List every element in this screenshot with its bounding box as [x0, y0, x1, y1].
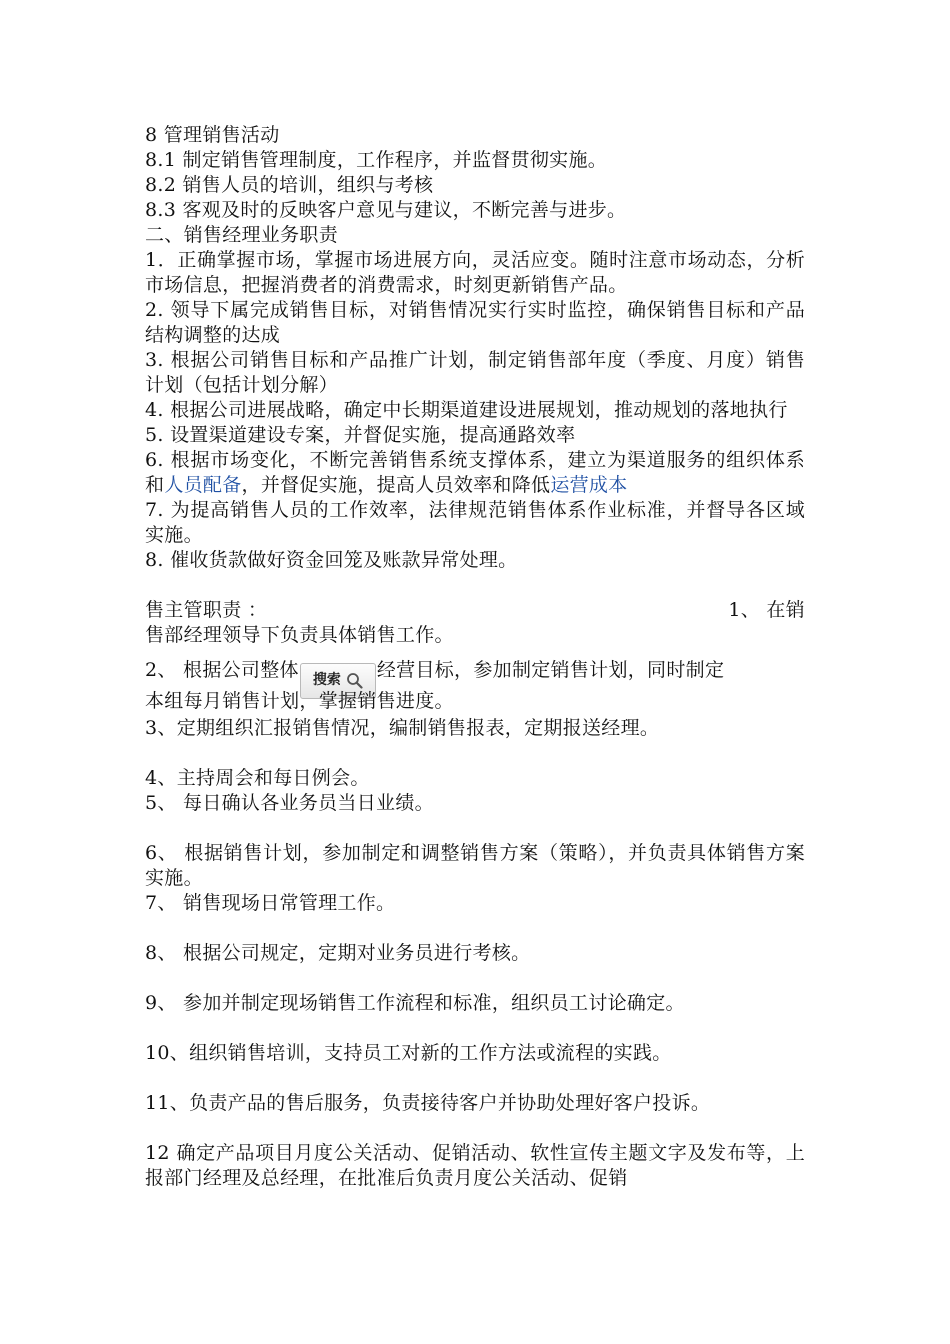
duty-1: 1．正确掌握市场，掌握市场进展方向，灵活应变。随时注意市场动态，分析市场信息，把握消费者的消费需求，时刻更新销售产品。: [145, 249, 805, 296]
supervisor-item-1-cont: 售部经理领导下负责具体销售工作。: [145, 624, 454, 646]
item-8-2: 8.2 销售人员的培训，组织与考核: [145, 174, 434, 196]
supervisor-item-11: 11、负责产品的售后服务，负责接待客户并协助处理好客户投诉。: [145, 1092, 711, 1114]
duty-6-text-b: ，并督促实施，提高人员效率和降低: [241, 474, 551, 496]
item-8-1: 8.1 制定销售管理制度，工作程序，并监督贯彻实施。: [145, 149, 608, 171]
magnifier-icon: [346, 672, 363, 689]
supervisor-item-10: 10、组织销售培训，支持员工对新的工作方法或流程的实践。: [145, 1042, 672, 1064]
supervisor-item-4: 4、主持周会和每日例会。: [145, 767, 370, 789]
supervisor-item-2-text-b: 经营目标，参加制定销售计划，同时制定: [376, 659, 725, 681]
supervisor-heading: 售主管职责 ：: [145, 599, 268, 621]
heading-manage-sales: 8 管理销售活动: [145, 124, 280, 146]
supervisor-item-8: 8、 根据公司规定，定期对业务员进行考核。: [145, 942, 531, 964]
search-button-label: 搜索: [312, 672, 341, 688]
duty-7: 7. 为提高销售人员的工作效率，法律规范销售体系作业标准，并督导各区域实施。: [145, 499, 805, 546]
supervisor-item-9: 9、 参加并制定现场销售工作流程和标准，组织员工讨论确定。: [145, 992, 685, 1014]
link-operating-cost[interactable]: 运营成本: [550, 474, 628, 496]
link-staffing[interactable]: 人员配备: [164, 474, 242, 496]
supervisor-item-3: 3、定期组织汇报销售情况，编制销售报表，定期报送经理。: [145, 717, 660, 739]
supervisor-item-5: 5、 每日确认各业务员当日业绩。: [145, 792, 434, 814]
supervisor-item-2-text-a: 2、 根据公司整体: [145, 659, 299, 681]
duty-6-text-a: 6. 根据市场变化，不断完善销售系统支撑体系，建立为渠道服务的组织体系和: [145, 449, 805, 496]
supervisor-heading-row: [145, 598, 805, 623]
supervisor-item-2-cont: 本组每月销售计划，掌握销售进度。: [145, 690, 454, 712]
duty-3: 3. 根据公司销售目标和产品推广计划，制定销售部年度（季度、月度）销售计划（包括计划分解）: [145, 349, 805, 396]
duty-6: [145, 448, 805, 498]
duty-4: 4. 根据公司进展战略，确定中长期渠道建设进展规划，推动规划的落地执行: [145, 399, 788, 421]
supervisor-item-7: 7、 销售现场日常管理工作。: [145, 892, 396, 914]
supervisor-item-2: [145, 652, 805, 689]
duty-5: 5. 设置渠道建设专案，并督促实施，提高通路效率: [145, 424, 576, 446]
supervisor-item-12: 12 确定产品项目月度公关活动、促销活动、软性宣传主题文字及发布等，上报部门经理及总经理，在批准后负责月度公关活动、促销: [145, 1142, 805, 1189]
item-8-3: 8.3 客观及时的反映客户意见与建议，不断完善与进步。: [145, 199, 627, 221]
document-body: [145, 123, 805, 1191]
duty-8: 8. 催收货款做好资金回笼及账款异常处理。: [145, 549, 518, 571]
duty-2: 2. 领导下属完成销售目标，对销售情况实行实时监控，确保销售目标和产品结构调整的达成: [145, 299, 805, 346]
section-heading-sales-manager: 二、销售经理业务职责: [145, 224, 339, 246]
supervisor-item-1-start: 1、 在销: [728, 599, 805, 621]
supervisor-item-6: 6、 根据销售计划，参加制定和调整销售方案（策略），并负责具体销售方案实施。: [145, 842, 805, 889]
